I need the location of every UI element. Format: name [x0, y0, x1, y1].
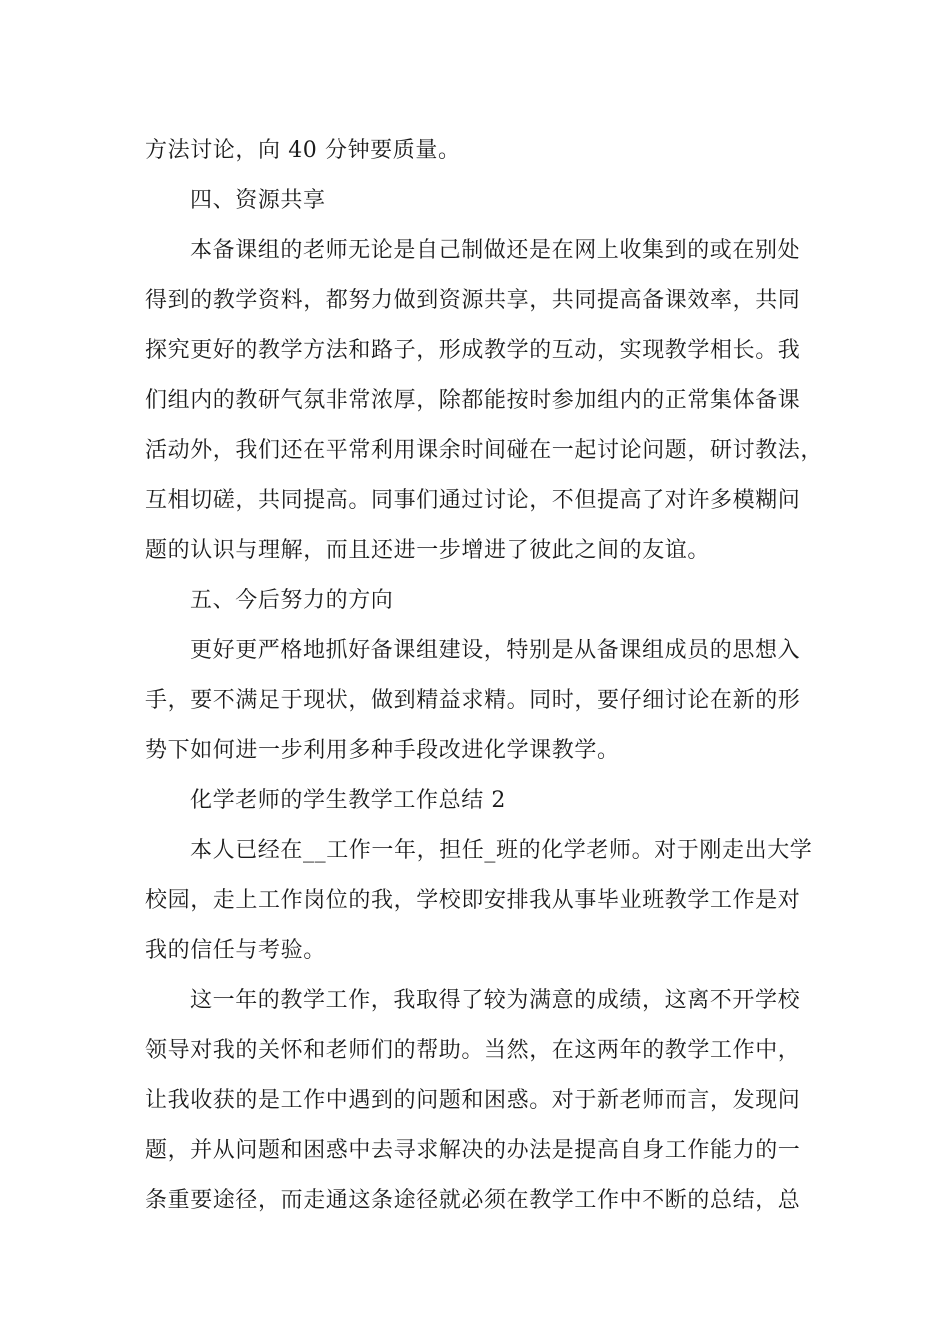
text-line: 条重要途径，而走通这条途径就必须在教学工作中不断的总结，总	[145, 1188, 801, 1213]
text-line: 势下如何进一步利用多种手段改进化学课教学。	[145, 738, 620, 763]
text-line: 本备课组的老师无论是自己制做还是在网上收集到的或在别处	[190, 238, 801, 263]
text-line: 活动外，我们还在平常利用课余时间碰在一起讨论问题，研讨教法，	[145, 438, 824, 463]
document-title: 化学老师的学生教学工作总结 2	[190, 788, 506, 813]
text-line: 得到的教学资料，都努力做到资源共享，共同提高备课效率，共同	[145, 288, 801, 313]
text-line: 更好更严格地抓好备课组建设，特别是从备课组成员的思想入	[190, 638, 801, 663]
text-line: 手，要不满足于现状，做到精益求精。同时，要仔细讨论在新的形	[145, 688, 801, 713]
text-line: 们组内的教研气氛非常浓厚，除都能按时参加组内的正常集体备课	[145, 388, 801, 413]
text-line: 这一年的教学工作，我取得了较为满意的成绩，这离不开学校	[190, 988, 801, 1013]
text-line: 我的信任与考验。	[145, 938, 326, 963]
text-line: 题，并从问题和困惑中去寻求解决的办法是提高自身工作能力的一	[145, 1138, 801, 1163]
text-line: 题的认识与理解，而且还进一步增进了彼此之间的友谊。	[145, 538, 711, 563]
text-line: 方法讨论，向 40 分钟要质量。	[145, 138, 461, 163]
section-heading: 五、今后努力的方向	[190, 588, 394, 613]
section-heading: 四、资源共享	[190, 188, 326, 213]
text-line: 互相切磋，共同提高。同事们通过讨论，不但提高了对许多模糊问	[145, 488, 801, 513]
text-line: 领导对我的关怀和老师们的帮助。当然，在这两年的教学工作中，	[145, 1038, 801, 1063]
text-line: 本人已经在__工作一年，担任_班的化学老师。对于刚走出大学	[190, 838, 813, 863]
text-line: 校园，走上工作岗位的我，学校即安排我从事毕业班教学工作是对	[145, 888, 801, 913]
text-line: 探究更好的教学方法和路子，形成教学的互动，实现教学相长。我	[145, 338, 801, 363]
text-line: 让我收获的是工作中遇到的问题和困惑。对于新老师而言，发现问	[145, 1088, 801, 1113]
